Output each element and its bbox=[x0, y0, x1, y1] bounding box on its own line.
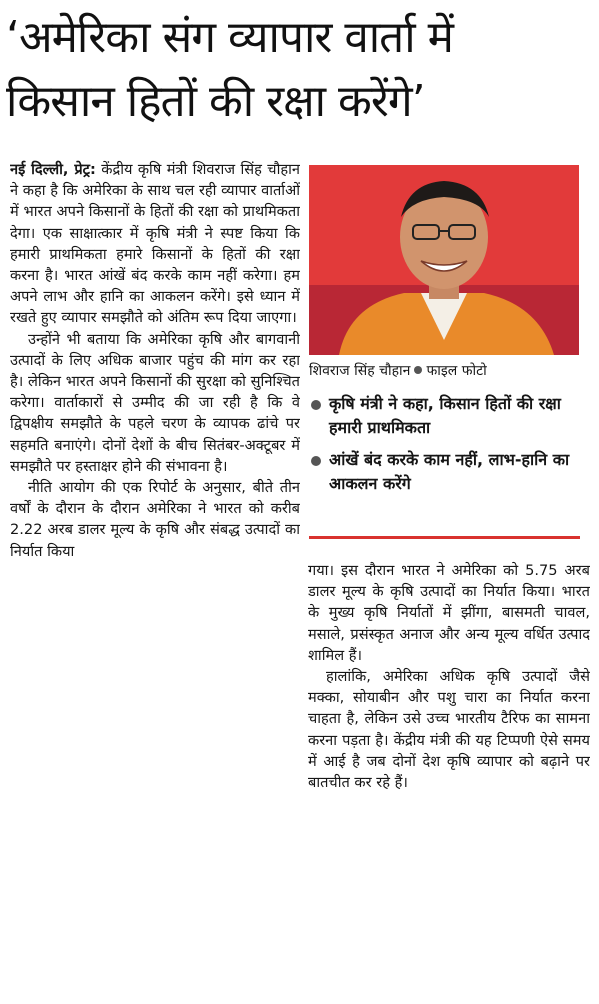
article-paragraph bbox=[10, 159, 300, 329]
highlights bbox=[309, 392, 593, 504]
highlight-text: कृषि मंत्री ने कहा, किसान हितों की रक्षा हमारी प्राथमिकता bbox=[329, 394, 561, 437]
paragraph-text: केंद्रीय कृषि मंत्री शिवराज सिंह चौहान ने कहा है कि अमेरिका के साथ चल रही व्यापार वार्ताओं में भारत अपने किसानों के हितों की रक्षा को प्राथमिकता देगा। एक साक्षात्कार में कृषि मंत्री ने स्पष्ट किया कि हमारी प्राथमिकता हमारे किसानों के हितों की रक्षा करना है। भारत आंखें बंद करके काम नहीं करेगा। हम अपने लाभ और हानि का आकलन करेंगे। इसे ध्यान में रखते हुए व्यापार समझौते को अंतिम रूप दिया जाएगा। bbox=[10, 161, 300, 327]
highlight-item bbox=[309, 392, 593, 440]
article-paragraph: नीति आयोग की एक रिपोर्ट के अनुसार, बीते तीन वर्षों के दौरान के दौरान अमेरिका ने भारत को करीब 2.22 अरब डालर मूल्य के कृषि और संबद्ध उत्पादों का निर्यात किया bbox=[10, 479, 300, 560]
headline-line-2: किसान हितों की रक्षा करेंगे’ bbox=[6, 76, 425, 127]
article-paragraph: हालांकि, अमेरिका अधिक कृषि उत्पादों जैसे मक्का, सोयाबीन और पशु चारा का निर्यात करना चाहता है, लेकिन उसे उच्च भारतीय टैरिफ का सामना करना पड़ता है। केंद्रीय मंत्री की यह टिप्पणी ऐसे समय में आई है जब दोनों देश कृषि व्यापार को बढ़ाने पर बातचीत कर रहे हैं। bbox=[308, 668, 590, 792]
article-paragraph: उन्होंने भी बताया कि अमेरिका कृषि और बागवानी उत्पादों के लिए अधिक बाजार पहुंच की मांग कर रहा है। लेकिन भारत अपने किसानों की सुरक्षा को सुनिश्चित करेगा। वार्ताकारों से उम्मीद की जा रही है कि वे द्विपक्षीय समझौते के पहले चरण के व्यापक ढांचे पर सहमति बनाएंगे। दोनों देशों के बीच सितंबर-अक्टूबर में समझौते पर हस्ताक्षर होने की संभावना है। bbox=[10, 330, 300, 475]
article-right-column bbox=[308, 560, 590, 1000]
headline bbox=[6, 6, 594, 134]
highlight-item bbox=[309, 448, 593, 496]
article-left-column bbox=[10, 159, 300, 999]
portrait-illustration bbox=[309, 165, 579, 355]
article-paragraph: गया। इस दौरान भारत ने अमेरिका को 5.75 अरब डालर मूल्य के कृषि उत्पादों का निर्यात किया। भारत के मुख्य कृषि निर्यातों में झींगा, बासमती चावल, मसाले, प्रसंस्कृत अनाज और अन्य मूल्य वर्धित उत्पाद शामिल हैं। bbox=[308, 562, 590, 664]
divider-rule bbox=[309, 536, 580, 539]
caption-dot-icon bbox=[414, 366, 422, 374]
caption-name: शिवराज सिंह चौहान bbox=[309, 363, 411, 379]
dateline: नई दिल्ली, प्रेट्र: bbox=[10, 161, 96, 178]
bullet-dot-icon bbox=[311, 400, 321, 410]
bullet-dot-icon bbox=[311, 456, 321, 466]
news-photo bbox=[309, 165, 579, 355]
photo-caption bbox=[309, 361, 593, 381]
headline-line-1: ‘अमेरिका संग व्यापार वार्ता में bbox=[6, 12, 453, 63]
caption-credit: फाइल फोटो bbox=[426, 363, 487, 379]
highlight-text: आंखें बंद करके काम नहीं, लाभ-हानि का आकलन करेंगे bbox=[329, 450, 570, 493]
